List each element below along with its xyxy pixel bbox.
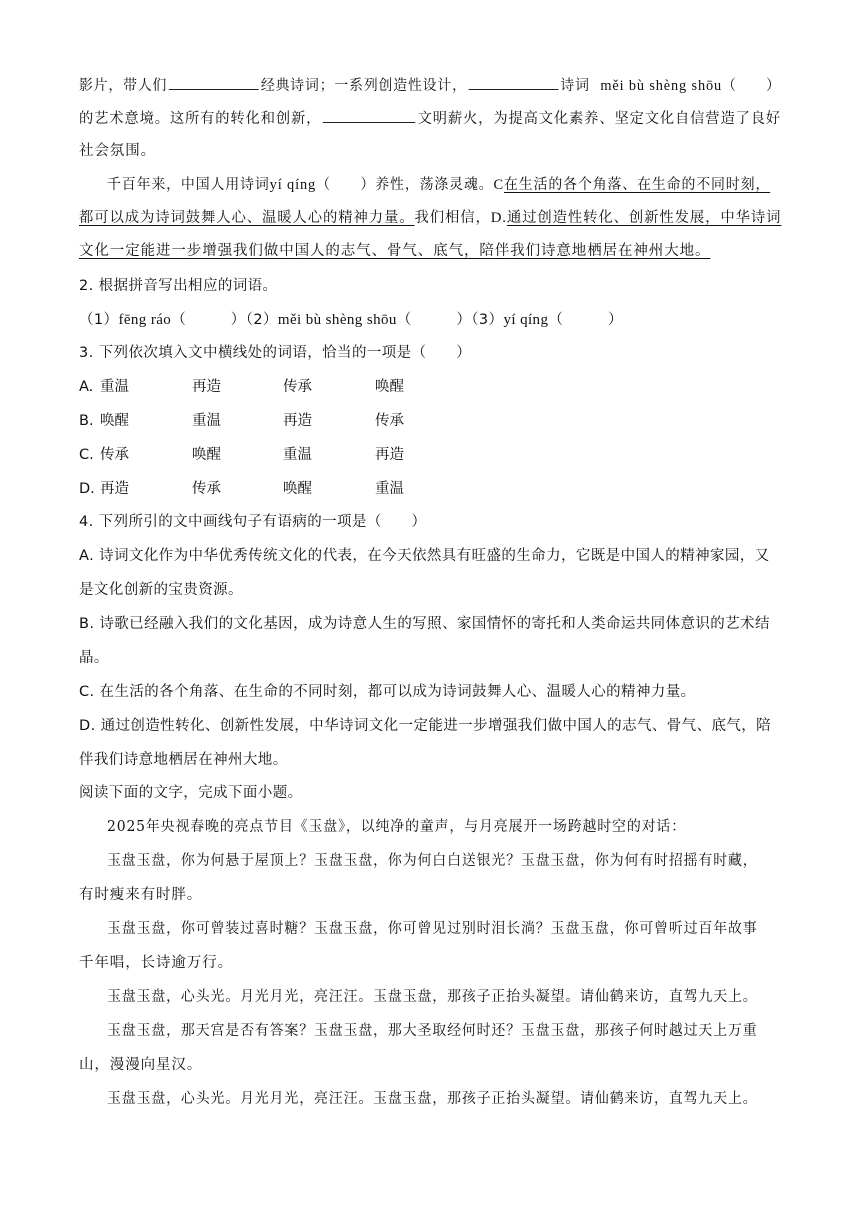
passage-text: 经典诗词；一系列创造性设计，	[260, 78, 467, 94]
question-2-items	[79, 310, 781, 330]
q4-option-b-cont: 晶。	[79, 650, 109, 666]
option-word: 再造	[283, 413, 312, 429]
option-word: 传承	[375, 413, 404, 429]
option-word: 重温	[283, 447, 312, 463]
item-label: （3）	[471, 312, 504, 328]
passage-text: 文明薪火，为提高文化素养、坚定文化自信营造了良好	[417, 111, 782, 127]
option-word: 重温	[100, 379, 129, 395]
sentence-marker: C	[493, 177, 505, 193]
question-2-stem: 2. 根据拼音写出相应的词语。	[79, 278, 278, 294]
answer-paren[interactable]: （ ）	[722, 78, 781, 94]
underlined-sentence-c: 都可以成为诗词鼓舞人心、温暖人心的精神力量。	[79, 210, 415, 226]
passage-line-1	[79, 75, 781, 96]
option-word: 唤醒	[100, 413, 129, 429]
q4-option-c[interactable]: C. 在生活的各个角落、在生命的不同时刻，都可以成为诗词鼓舞人心、温暖人心的精神力量。	[79, 684, 696, 700]
option-label: D.	[79, 481, 95, 497]
reading-paragraph-6: 玉盘玉盘，心头光。月光月光，亮汪汪。玉盘玉盘，那孩子正抬头凝望。请仙鹤来访，直驾九天上。	[107, 1091, 758, 1107]
option-label: A.	[79, 379, 94, 395]
sentence-marker: D.	[490, 210, 507, 226]
option-word: 重温	[192, 413, 221, 429]
question-4-stem: 4. 下列所引的文中画线句子有语病的一项是（ ）	[79, 514, 427, 530]
option-word: 唤醒	[192, 447, 221, 463]
passage-text: （ ）养性，荡涤灵魂。	[316, 177, 494, 193]
option-word: 唤醒	[375, 379, 404, 395]
reading-paragraph-1: 2025年央视春晚的亮点节目《玉盘》，以纯净的童声，与月亮展开一场跨越时空的对话：	[107, 819, 687, 835]
question-3-stem: 3. 下列依次填入文中横线处的词语，恰当的一项是（ ）	[79, 345, 472, 361]
option-word: 再造	[192, 379, 221, 395]
q4-option-a-cont: 是文化创新的宝贵资源。	[79, 582, 243, 598]
pinyin: fēng ráo	[118, 312, 172, 328]
passage-line-3: 社会氛围。	[79, 143, 156, 159]
option-word: 再造	[375, 447, 404, 463]
answer-paren[interactable]: （ ）	[396, 312, 472, 328]
item-label: （2）	[245, 312, 278, 328]
passage-text: 的艺术意境。这所有的转化和创新，	[79, 111, 322, 127]
q4-option-d[interactable]: D. 通过创造性转化、创新性发展，中华诗词文化一定能进一步增强我们做中国人的志气、骨气、底气，陪	[79, 718, 772, 734]
q4-option-d-cont: 伴我们诗意地栖居在神州大地。	[79, 752, 288, 768]
answer-paren[interactable]: （ ）	[548, 312, 623, 328]
reading-paragraph-4: 玉盘玉盘，心头光。月光月光，亮汪汪。玉盘玉盘，那孩子正抬头凝望。请仙鹤来访，直驾九天上。	[107, 989, 758, 1005]
reading-paragraph-3-cont: 千年唱，长诗逾万行。	[79, 955, 233, 971]
passage-p2-line-1	[107, 175, 781, 195]
reading-paragraph-2: 玉盘玉盘，你为何悬于屋顶上？玉盘玉盘，你为何白白送银光？玉盘玉盘，你为何有时招摇有时藏，	[107, 853, 758, 869]
reading-paragraph-2-cont: 有时瘦来有时胖。	[79, 887, 203, 903]
fill-blank-2[interactable]	[469, 75, 559, 90]
passage-text: 我们相信，	[414, 210, 491, 226]
option-word: 传承	[100, 447, 129, 463]
reading-paragraph-5: 玉盘玉盘，那天宫是否有答案？玉盘玉盘，那大圣取经何时还？玉盘玉盘，那孩子何时越过天上万重	[107, 1023, 758, 1039]
reading-paragraph-3: 玉盘玉盘，你可曾装过喜时糖？玉盘玉盘，你可曾见过别时泪长淌？玉盘玉盘，你可曾听过百年故事	[107, 921, 758, 937]
answer-paren[interactable]: （ ）	[171, 312, 246, 328]
option-word: 唤醒	[283, 481, 312, 497]
pinyin: yí qíng	[269, 177, 317, 193]
underlined-sentence-c: 在生活的各个角落、在生命的不同时刻，	[504, 177, 771, 193]
option-label: B.	[79, 413, 94, 429]
q4-option-b[interactable]: B. 诗歌已经融入我们的文化基因，成为诗意人生的写照、家国情怀的寄托和人类命运共同体意识的艺术结	[79, 616, 770, 632]
underlined-sentence-d: 通过创造性转化、创新性发展，中华诗词	[506, 210, 782, 226]
passage-p2-line-3	[79, 241, 781, 261]
pinyin: měi bù shèng shōu	[277, 312, 397, 328]
pinyin: měi bù shèng shōu	[600, 78, 723, 94]
underlined-sentence-d: 文化一定能进一步增强我们做中国人的志气、骨气、底气，陪伴我们诗意地栖居在神州大地。	[79, 243, 711, 259]
item-label: （1）	[79, 312, 119, 328]
passage-text: 千百年来，中国人用诗词	[107, 177, 270, 193]
option-word: 传承	[283, 379, 312, 395]
q4-option-a[interactable]: A. 诗词文化作为中华优秀传统文化的代表，在今天依然具有旺盛的生命力，它既是中国人的精神家园，又	[79, 548, 770, 564]
passage-text: 影片，带人们	[79, 78, 168, 94]
fill-blank-1[interactable]	[169, 75, 259, 90]
passage-text: 诗词	[560, 78, 590, 94]
reading-instruction: 阅读下面的文字，完成下面小题。	[79, 785, 303, 801]
pinyin: yí qíng	[503, 312, 549, 328]
passage-line-2	[79, 108, 782, 129]
option-word: 重温	[375, 481, 404, 497]
option-label: C.	[79, 447, 94, 463]
reading-paragraph-5-cont: 山，漫漫向星汉。	[79, 1057, 203, 1073]
option-word: 再造	[100, 481, 129, 497]
fill-blank-3[interactable]	[323, 108, 415, 123]
passage-p2-line-2	[79, 208, 782, 228]
option-word: 传承	[192, 481, 221, 497]
